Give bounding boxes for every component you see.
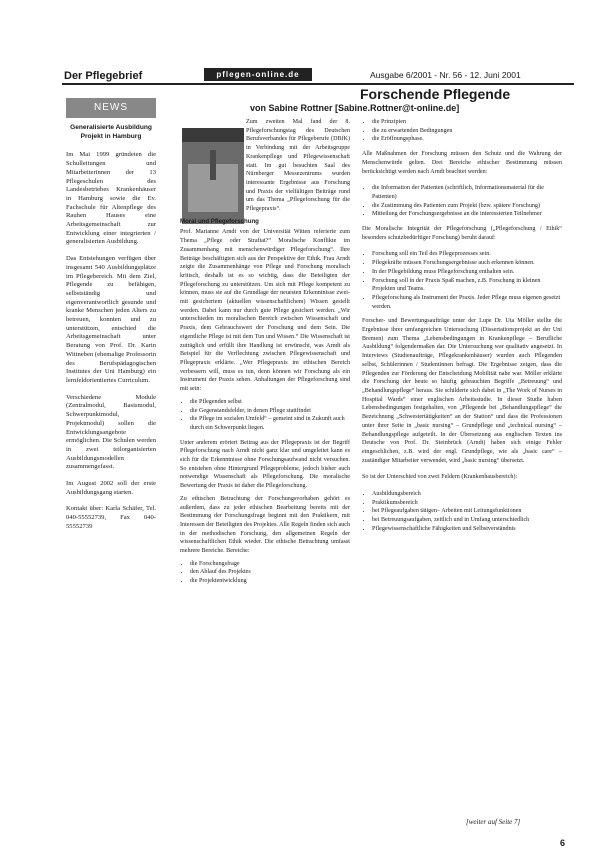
list-item: • den Ablauf des Projektes — [190, 568, 350, 577]
news-title: Generalisierte Ausbildung Projekt in Hamburg — [70, 124, 152, 140]
list-item: • die zu erwartenden Bedingungen — [372, 127, 562, 136]
list-item: • Ausbildungsbereich — [372, 490, 562, 499]
news-label: NEWS — [66, 98, 156, 118]
article-paragraph: Zu ethischen Betrachtung der Forschungsvorhaben gehört es außerdem, dass zu jeder ethischen Bearbeitung bereits mit der Bestimmung der Forschungsfrage beginnt mit den Praktikern, mit Interessen der Beteiligten des Projektes. Alle Regeln finden sich auch in der methodischen Forschung, den allgemeinen Regeln der wissenschaftlichen Ethik wieder. Die ethische Betrachtung umfasst mehrere Bereiche. Bereiche: — [180, 495, 350, 555]
header-rule — [62, 83, 574, 85]
page-number: 6 — [560, 838, 566, 848]
list-item: • Mitteilung der Forschungsergebnisse an die interessierten Teilnehmer — [372, 210, 562, 219]
list-item: • Pflegeforschung als Instrument der Praxis. Jeder Pflege muss eigenen gesetzt werden. — [372, 294, 562, 311]
article-paragraph: So ist der Unterschied von zwei Feldern (Krankenhausbereich): — [362, 474, 518, 481]
article-column-3 — [362, 118, 562, 540]
list-item: • Praktikumsbereich — [372, 499, 562, 508]
news-paragraph: Im Mai 1999 gründeten die Schulleitungen und Mitarbeiterinnen der 13 Pflegeschulen des Landesbetriebes Krankenhäuser in Hamburg sowie die Ev. Fachschule für Altenpflege des Rauhen Hauses eine Arbeitsgemeinschaft zur Entwicklung einer integrierten / generalisierten Ausbildung. — [66, 151, 156, 246]
bullet-list — [180, 398, 350, 433]
list-item: • bei Pflegeaufgaben tätigen– Arbeiten mit Leitungsfunktionen — [372, 507, 562, 516]
list-item: • die Forschungsfrage — [190, 560, 350, 569]
publication-name: Der Pflegebrief — [64, 70, 143, 82]
section-heading: Moral und Pflegeforschung — [180, 217, 259, 225]
list-item: • bei Betreuungsaufgaben, zeitlich und in Umfang unterschiedlich — [372, 516, 562, 525]
article-column-2 — [180, 118, 350, 592]
list-item: • die Information der Patienten (schriftlich, Informationsmaterial für die Patienten) — [372, 184, 562, 201]
article-paragraph: Alle Maßnahmen der Forschung müssen den Schutz und die Wahrung der Menschenwürde gelten. Drei Bereiche ethischer Bestimmung müssen berücksichtigt werden nach Arndt beachtet werden: — [362, 151, 562, 175]
article-title: Forschende Pflegende — [360, 86, 511, 102]
list-item: • In der Pflegebildung muss Pflegeforschung enthalten sein. — [372, 268, 562, 277]
list-item: • die Pflegenden selbst — [190, 398, 350, 407]
list-item: • Forschung soll ein Teil des Pflegeprozesses sein. — [372, 250, 562, 259]
article-paragraph: Forscher- und Bewertungsaufträge unter der Lupe Dr. Uta Möller stellte die Ergebnisse ihrer umfangreichen Untersuchung (Dissertationsprojekt an der Uni Bremen) zum Thema „Lebensbedingungen in Krankenpflege – Berufliche Ausbildung“ folgendermaßen dar. Die Untersuchung war qualitativ angesetzt. In Interviews (Studienaufträge, Pflegekrankenhäuser) wurden auch Pflegenden selbst, Schülerinnen / Studentinnen befragt. Die Ergebnisse zeigen, dass die Pflegenden zur Förderung der Entscheidung Mobilität nahe war. Möller erklärte die Forschung der heute so häufig gebrauchten Begriffe „Betreuung“ und „Behandlungspflege“ heraus. Sie schilderte sich dabei in „The Work of Nurses in Hospital Wards“ einer englischen Arbeitsstudie. In dieser Studie haben Lebensbedingungen festgehalten, von „Pflegende bei „Behandlungspflege“ die Bezeichnung „Schwestertätigkeiten“ an der Station“ und dass die Professionen unter ihrer Seite in „basic nursing“ – Grundpflege und „technical nursing“ – Behandlungspflege aufgeteilt. In der Übersetzung aus englischen Texten ins Deutsche von Prof. Dr. Steinbrück (Arndt) haben sich einige Fehler eingeschlichen, z.B. wird der engl. Grundpflege, wie als „basic care“ – zuständiger Mitarbeiter verwendet, wird „basic nursing“ übersetzt. — [362, 318, 562, 464]
list-item: • die Prinzipien — [372, 118, 562, 127]
news-sidebar — [66, 98, 156, 540]
list-item: • die Gegenstandsfelder, in denen Pflege stattfindet — [190, 407, 350, 416]
bullet-list — [362, 490, 562, 534]
bullet-list — [362, 250, 562, 311]
issue-info: Ausgabe 6/2001 - Nr. 56 - 12. Juni 2001 — [370, 70, 521, 80]
publisher-logo: pflegen-online.de — [204, 68, 312, 81]
news-contact: Kontakt über: Karla Schäfer, Tel. 040-55552739, Fax 040-55552739 — [66, 505, 156, 530]
article-byline: von Sabine Rottner [Sabine.Rottner@t-online.de] — [250, 103, 460, 113]
list-item: • die Projektentwicklung — [190, 577, 350, 586]
article-paragraph: Die Moralische Integrität der Pflegeforschung („Pflegeforschung / Ethik“ besonders schutzbedürftiger Forschung) beruht darauf: — [362, 226, 562, 241]
list-item: • Pflegekräfte müssen Forschungsergebnisse auch erkennen können. — [372, 259, 562, 268]
list-item: • die Zustimmung des Patienten zum Projekt (bzw. spätere Forschung) — [372, 202, 562, 211]
list-item: • die Pflege im sozialen Umfeld“ – gemeint sind in Zukunft auch durch ein Schwerpunkt liegen. — [190, 415, 350, 432]
news-paragraph: Im August 2002 soll der erste Ausbildungsgang starten. — [66, 480, 156, 496]
list-item: • die Eröffnungsphase. — [372, 135, 562, 144]
article-intro: Zum zweiten Mal fand der 8. Pflegeforschungstag des Deutschen Berufsverbandes für Pflegeberufe (DBfK) in Verbindung mit der Arbeitsgruppe Krankenpflege und Pflegewissenschaft statt. Im gut besuchten Saal des Nürnberger Messezentrums wurden interessante Ergebnisse aus Forschung und Praxis der vielfältigen Beiträge rund um das Thema „Pflegeforschung für die Pflegepraxis“. — [246, 119, 350, 213]
list-item: • Forschung soll in der Praxis Spaß machen, z.B. Forschung in kleinen Projekten und Teams. — [372, 277, 562, 294]
bullet-list — [362, 184, 562, 219]
article-paragraph: Unter anderem erörtert Beitrag aus der Pflegepraxis ist der Begriff Pflegeforschung nach Arndt nicht ganz klar und umgeleitet kann es sich für die Erkenntnisse ohne Forschungsaufwand nicht versuchen. So entstehen ohne Hintergrund Pflegeprobleme, jedoch bisher auch notwendige Wissenschaft als Pflegeforschung. Die moralische Bewertung der Praxis ist daher die Pflegeforschung. — [180, 439, 350, 490]
bullet-list — [362, 118, 562, 144]
news-paragraph: Das Entstehungen verfügen über insgesamt 540 Ausbildungsplätze im Pflegebereich. Mit dem Ziel, Pflegende zu befähigen, selbstständig und eigenverantwortlich gesunde und kranke Menschen jeden Alters zu betreuen, konnten und zu unterstützen, entschied die Arbeitsgemeinschaft unter Beratung von Prof. Dr. Karin Wittneben (ehemalige Professorin des Berufspädagogischen Institutes der Uni Hamburg) ein lernfeldorientiertes Curriculum. — [66, 255, 156, 384]
continued-note: [weiter auf Seite 7] — [466, 818, 521, 826]
list-item: • Pflegewissenschaftliche Fähigkeiten und Selbstverständnis — [372, 525, 562, 534]
news-paragraph: Verschiedene Module (Zentralmodul, Basismodul, Schwerpunktmodul, Projektmodul) sollen die Entwicklungsangebote ermöglichen. Die Schulen werden in zwei teilorganisierten Ausbildungsmodellen zusammengefasst. — [66, 393, 156, 471]
bullet-list — [180, 560, 350, 586]
article-paragraph: Prof. Marianne Arndt von der Universität Witten referierte zum Thema „Pflege oder Straftat?“ Moralische Konflikte im Zusammenhang mit menschenwürdiger Pflegeforschung“. Ihre Beiträge beschäftigten sich aus der Perspektive der Ethik. Frau Arndt zeigte die Zusammenhänge von Pflege und Forschung moralisch kritisch, deshalb ist es so wichtig, dass die Beteiligten der Pflegeforschung zu unterstützen. Um sich mit Pflege kompetent zu können, muss sie auf die Grundlage der neuesten Erkenntnisse zwei- mit gesichertem (aktuellen wissenschaftlichem) Wissen gestellt werden. Dabei kann nur durch gute Pflege gesichert werden. „Wir unterschieden im moralischen Bereich zwischen Wissenschaft und Praxis, dem Gebrauchswert der Forschung und dem Sein. Die eigentliche Pflege ist mit dem Tun und Wissen.“ Die Wissenschaft ist zuträglich und erfüllt ihre Handlung ist erwünscht, was Arndt als Beispiel für die Verflechtung zwischen Pflegewissenschaft und Pflegepraxis erklärte. „Wer Pflegepraxis im ethischen Bereich verbessern will, muss es tun, denn können wir Forschung als ein Instrument der Praxis sehen. Anhaltungen der Pflegeforschung sind mit sein: — [180, 229, 350, 393]
